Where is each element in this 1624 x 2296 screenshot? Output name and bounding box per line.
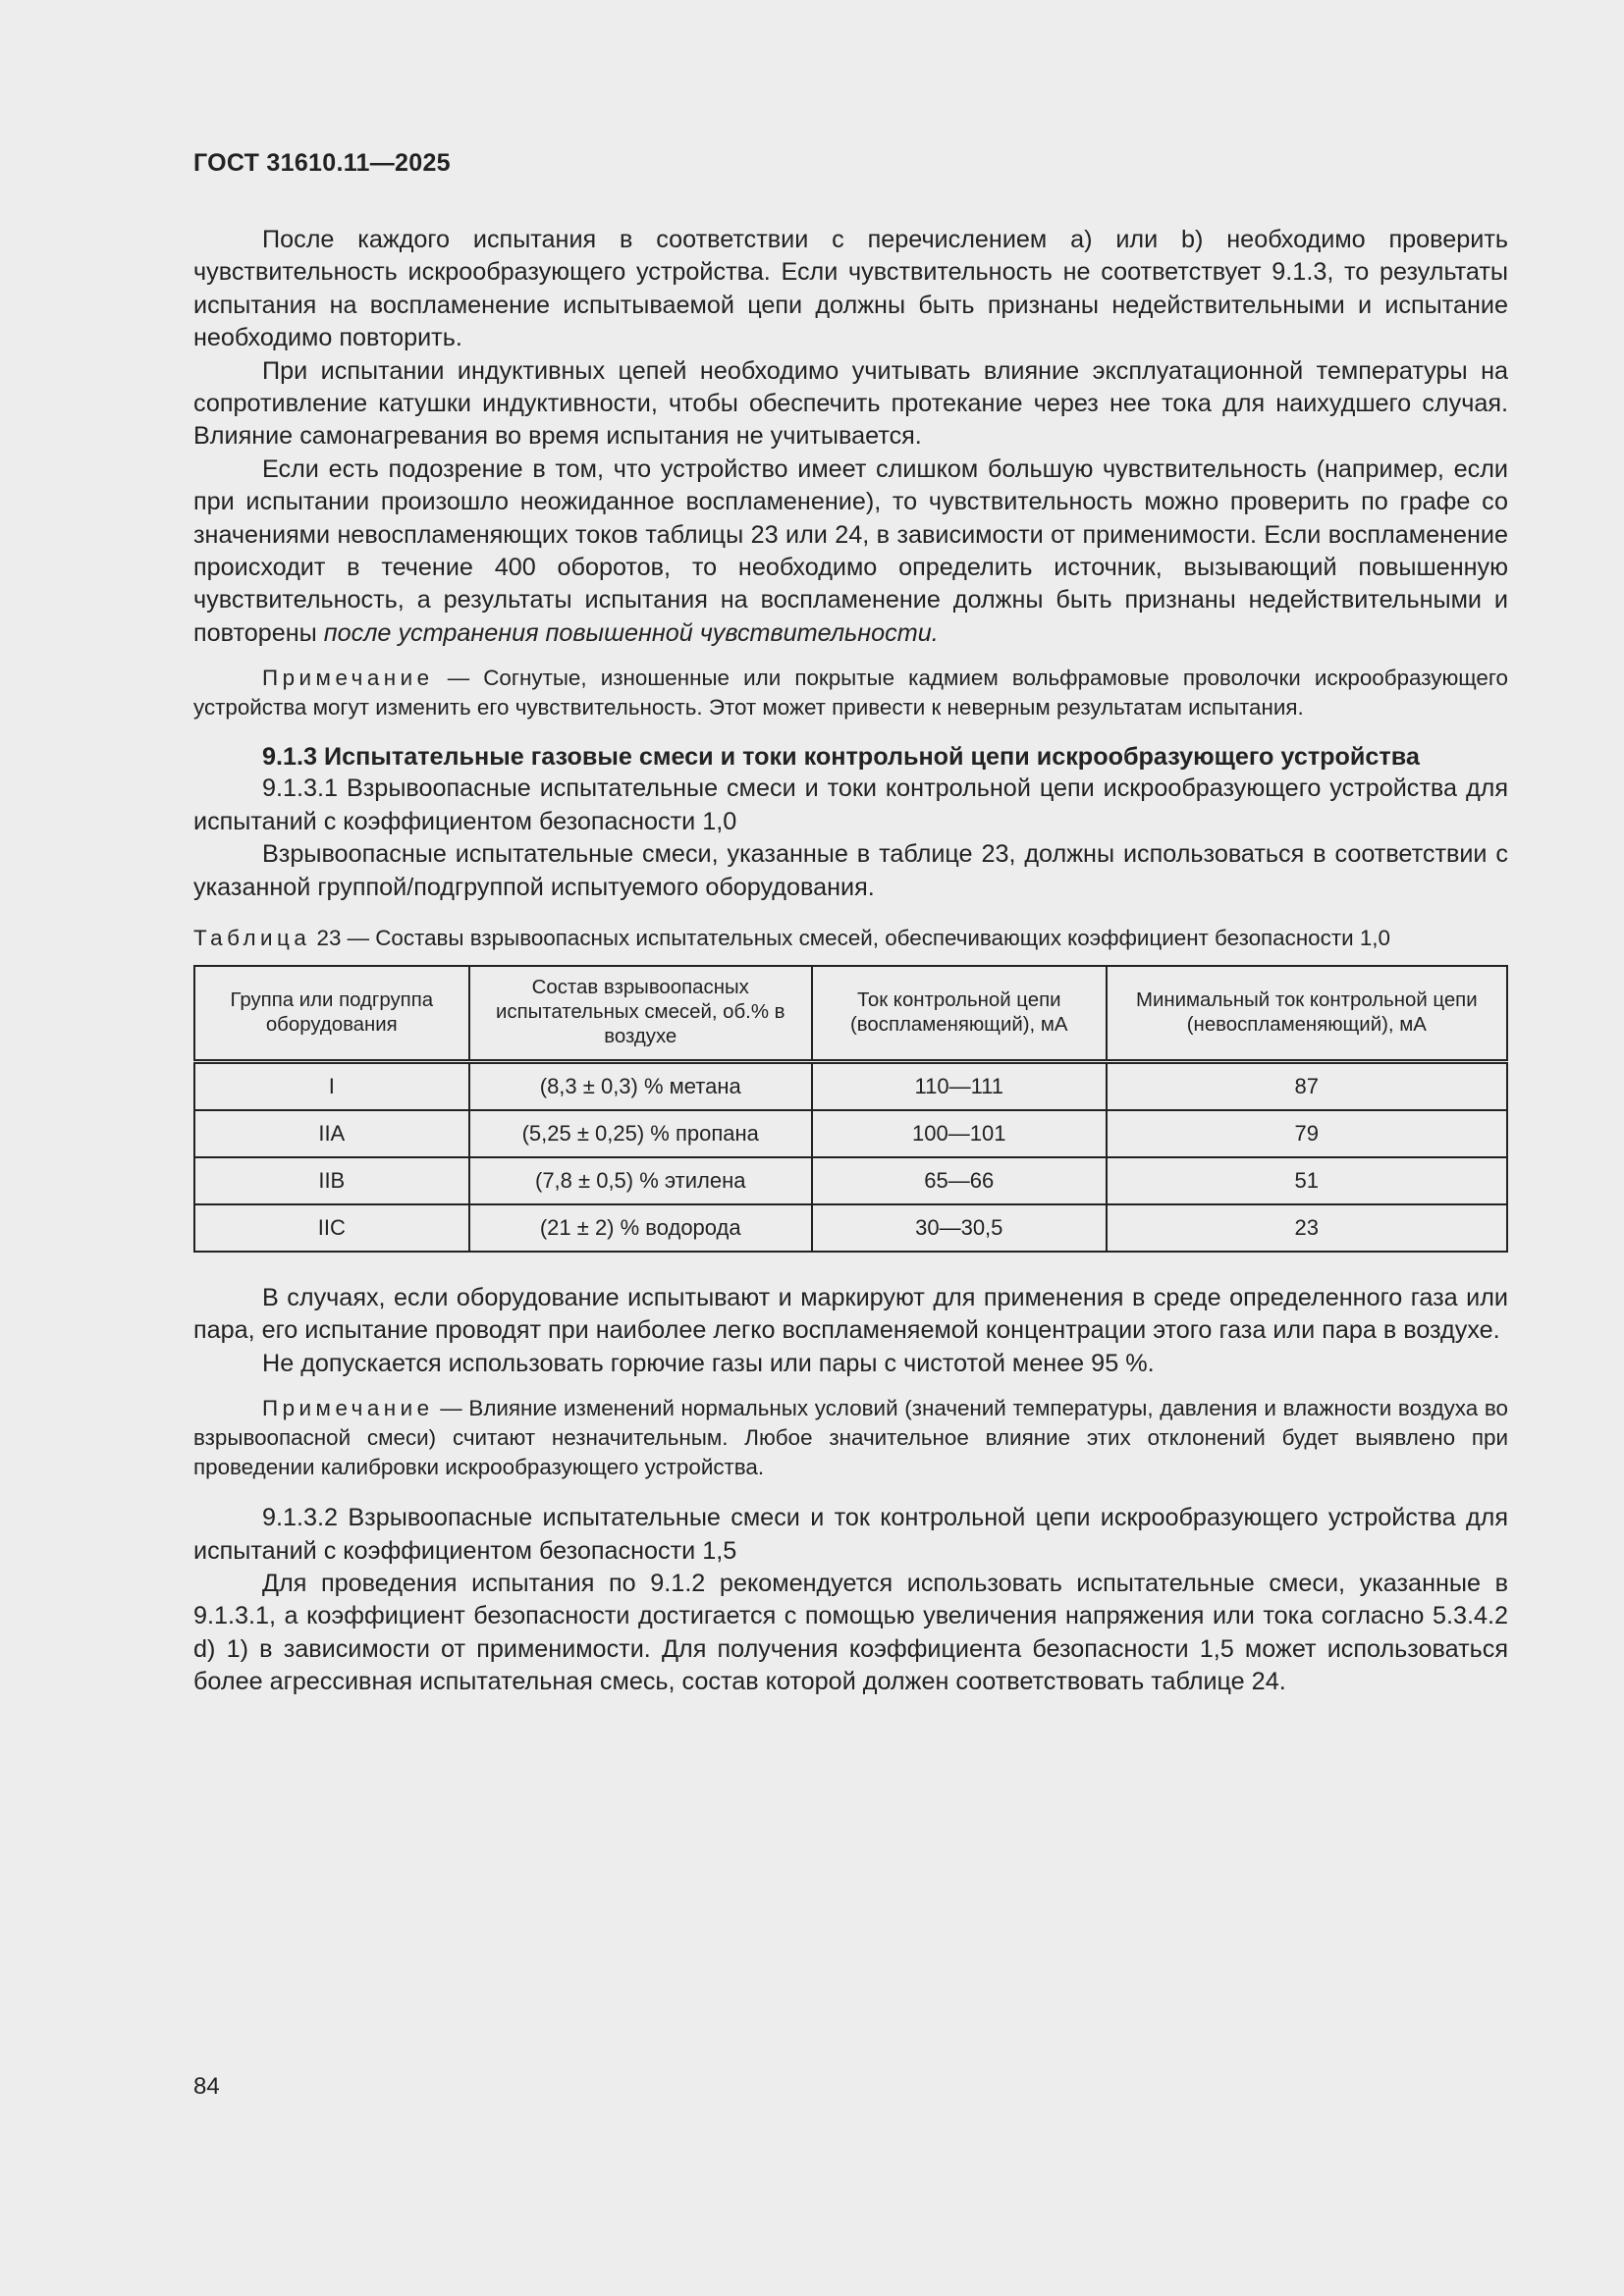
paragraph-excess-sensitivity-italic: после устранения повышенной чувствительности. <box>323 618 939 647</box>
paragraph-sensitivity-check: После каждого испытания в соответствии с перечислением a) или b) необходимо проверить чувствительность искрообразующего устройства. Если чувствительность не соответствует 9.1.3, то результаты испытания на воспламенение испытываемой цепи должны быть признаны недействительными и испытание необходимо повторить. <box>193 226 1508 352</box>
note-text: — Согнутые, изношенные или покрытые кадмием вольфрамовые проволочки искрообразующего устройства могут изменить его чувствительность. Этот может привести к неверным результатам испытания. <box>193 666 1508 721</box>
note-normal-conditions <box>193 1394 1508 1482</box>
table-23 <box>193 965 1508 1253</box>
paragraph-table23-reference: Взрывоопасные испытательные смеси, указанные в таблице 23, должны использоваться в соответствии с указанной группой/подгруппой испытуемого оборудования. <box>193 840 1508 901</box>
cell-composition: (7,8 ± 0,5) % этилена <box>469 1157 812 1204</box>
subsection-9-1-3-2: 9.1.3.2 Взрывоопасные испытательные смеси и ток контрольной цепи искрообразующего устройства для испытаний с коэффициентом безопасности 1,5 <box>193 1504 1508 1565</box>
cell-group: IIB <box>194 1157 469 1204</box>
cell-composition: (5,25 ± 0,25) % пропана <box>469 1110 812 1157</box>
header-mixture-composition: Состав взрывоопасных испытательных смесей, об.% в воздухе <box>469 966 812 1062</box>
cell-group: IIC <box>194 1204 469 1252</box>
note-text: — Влияние изменений нормальных условий (значений температуры, давления и влажности воздуха во взрывоопасной смеси) считают незначительным. Любое значительное влияние этих отклонений будет выявлено при проведении калибровки искрообразующего устройства. <box>193 1396 1508 1480</box>
paragraph-safety-factor-1-5: Для проведения испытания по 9.1.2 рекомендуется использовать испытательные смеси, указанные в 9.1.3.1, а коэффициент безопасности достигается с помощью увеличения напряжения или тока согласно 5.3.4.2 d) 1) в зависимости от применимости. Для получения коэффициента безопасности 1,5 может использоваться более агрессивная испытательная смесь, состав которой должен соответствовать таблице 24. <box>193 1569 1508 1696</box>
header-equipment-group: Группа или подгруппа оборудования <box>194 966 469 1062</box>
cell-min-current: 87 <box>1107 1061 1507 1110</box>
cell-composition: (8,3 ± 0,3) % метана <box>469 1061 812 1110</box>
table-row <box>194 1061 1507 1110</box>
table-row <box>194 1157 1507 1204</box>
table-row <box>194 1204 1507 1252</box>
cell-group: IIA <box>194 1110 469 1157</box>
paragraph-specific-gas: В случаях, если оборудование испытывают и маркируют для применения в среде определенного газа или пара, его испытание проводят при наиболее легко воспламеняемой концентрации этого газа или пара в воздухе. <box>193 1283 1508 1345</box>
table-caption-text: 23 — Составы взрывоопасных испытательных смесей, обеспечивающих коэффициент безопасности 1,0 <box>310 925 1390 950</box>
table-caption-label: Таблица <box>193 925 311 950</box>
paragraph-excess-sensitivity-text: Если есть подозрение в том, что устройство имеет слишком большую чувствительность (например, если при испытании произошло неожиданное воспламенение), то чувствительность можно проверить по графе со значениями невоспламеняющих токов таблицы 23 или 24, в зависимости от применимости. Если воспламенение происходит в течение 400 оборотов, то необходимо определить источник, вызывающий повышенную чувствительность, а результаты испытания на воспламенение должны быть признаны недействительными и повторены <box>193 454 1508 647</box>
cell-igniting-current: 30—30,5 <box>812 1204 1107 1252</box>
page-number: 84 <box>193 2073 220 2100</box>
header-igniting-current: Ток контрольной цепи (воспламеняющий), мА <box>812 966 1107 1062</box>
header-min-nonigniting-current: Минимальный ток контрольной цепи (невоспламеняющий), мА <box>1107 966 1507 1062</box>
cell-igniting-current: 110—111 <box>812 1061 1107 1110</box>
cell-min-current: 79 <box>1107 1110 1507 1157</box>
paragraph-inductive-circuits: При испытании индуктивных цепей необходимо учитывать влияние эксплуатационной температуры на сопротивление катушки индуктивности, чтобы обеспечить протекание через нее тока для наихудшего случая. Влияние самонагревания во время испытания не учитывается. <box>193 356 1508 451</box>
subsection-9-1-3-1: 9.1.3.1 Взрывоопасные испытательные смеси и токи контрольной цепи искрообразующего устройства для испытаний с коэффициентом безопасности 1,0 <box>193 774 1508 835</box>
note-tungsten-wires <box>193 664 1508 722</box>
document-header: ГОСТ 31610.11—2025 <box>193 149 451 177</box>
table-header-row <box>194 966 1507 1062</box>
cell-group: I <box>194 1061 469 1110</box>
page-content <box>193 224 1508 1699</box>
note-label: Примечание <box>262 1396 434 1421</box>
cell-composition: (21 ± 2) % водорода <box>469 1204 812 1252</box>
section-heading-9-1-3: 9.1.3 Испытательные газовые смеси и токи контрольной цепи искрообразующего устройства <box>262 743 1420 772</box>
table-row <box>194 1110 1507 1157</box>
paragraph-excess-sensitivity <box>193 454 1508 650</box>
cell-min-current: 23 <box>1107 1204 1507 1252</box>
cell-igniting-current: 65—66 <box>812 1157 1107 1204</box>
paragraph-gas-purity: Не допускается использовать горючие газы или пары с чистотой менее 95 %. <box>262 1349 1155 1377</box>
cell-igniting-current: 100—101 <box>812 1110 1107 1157</box>
table-caption <box>193 924 1508 953</box>
cell-min-current: 51 <box>1107 1157 1507 1204</box>
note-label: Примечание <box>262 666 434 691</box>
